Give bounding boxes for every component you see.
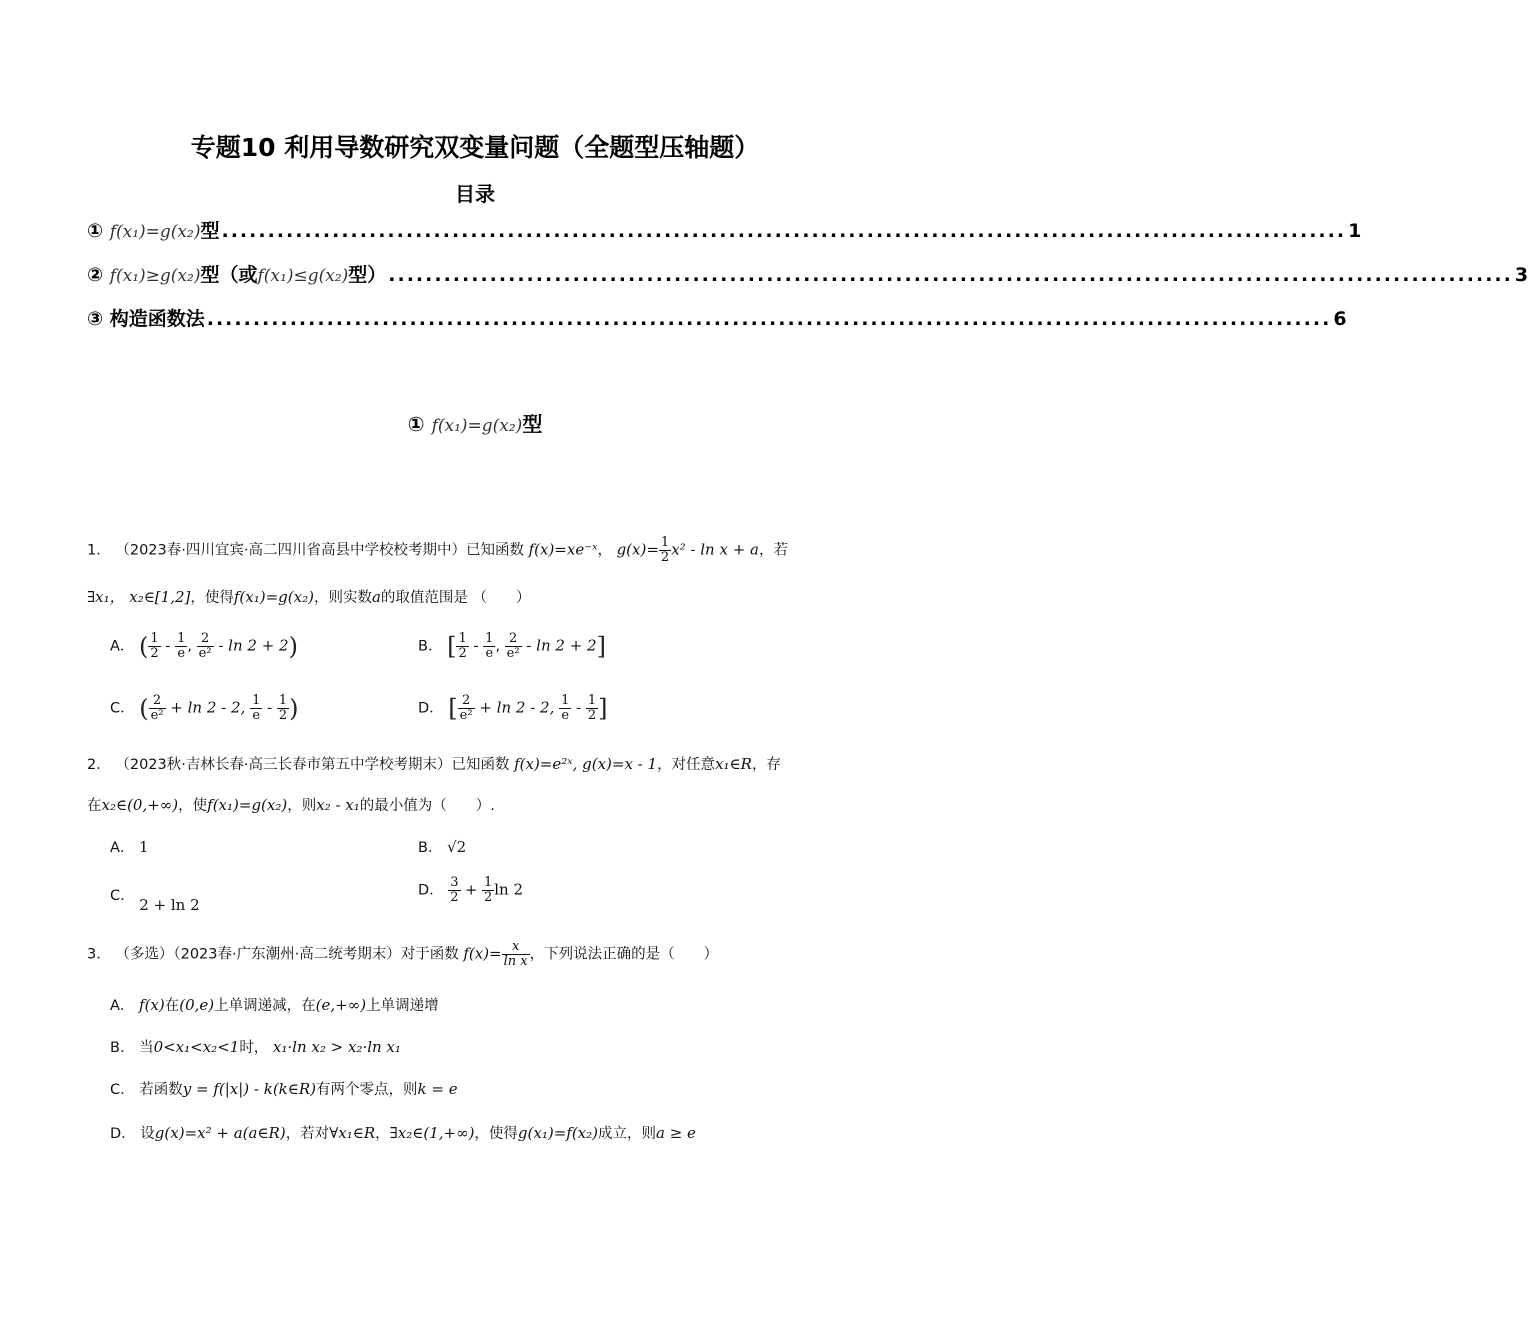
q2-option-b[interactable]: B． √2 bbox=[418, 838, 467, 856]
q2-option-c[interactable]: C． 2 + ln 2 bbox=[110, 888, 200, 914]
q3-option-b[interactable]: B． 当0<x₁<x₂<1时， x₁·ln x₂ > x₂·ln x₁ bbox=[110, 1038, 401, 1056]
toc-page-number: 1 bbox=[1348, 220, 1362, 242]
q1-option-c[interactable]: C． ( $\frac{2}{\text{e²}}$ + ln 2 - 2, $\frac{1}{e}$ - $\frac{1}{2}$ ) bbox=[110, 693, 299, 723]
question-number: 1． bbox=[87, 542, 111, 559]
toc-marker: ③ bbox=[87, 308, 104, 330]
q2-option-a[interactable]: A． 1 bbox=[110, 838, 149, 856]
toc-item-3[interactable] bbox=[87, 304, 1347, 336]
toc-leader: .......................................................................................................................... bbox=[221, 220, 1347, 242]
q1-option-b[interactable]: B． [ $\frac{1}{2}$ - $\frac{1}{e}$ , $\frac{2}{\text{e²}}$ - ln 2 + 2] bbox=[418, 631, 606, 661]
q3-option-a[interactable]: A． f(x)在(0,e)上单调递减，在(e,+∞)上单调递增 bbox=[110, 996, 439, 1014]
toc-marker: ② bbox=[87, 264, 104, 286]
toc-label: 型 bbox=[200, 220, 220, 242]
question-2-line-2: 在x₂∈(0,+∞)，使f(x₁)=g(x₂)，则x₂ - x₁的最小值为（ ）. bbox=[87, 796, 495, 814]
toc-leader: .......................................................................................................................... bbox=[206, 308, 1332, 330]
question-number: 3． bbox=[87, 946, 111, 963]
question-3-line-1: 3． （多选）（2023春·广东潮州·高二统考期末）对于函数 f(x)= $\frac{x}{\text{ln x}}$ ，下列说法正确的是（ ） bbox=[87, 939, 719, 969]
toc-page-number: 6 bbox=[1333, 308, 1347, 330]
toc-heading: 目录 bbox=[455, 182, 495, 206]
toc-marker: ① bbox=[87, 220, 104, 242]
toc-page-number: 3 bbox=[1514, 264, 1528, 286]
toc-item-2[interactable] bbox=[87, 260, 1528, 292]
section-heading: ① f(x₁)=g(x₂)型 bbox=[407, 412, 543, 436]
q1-option-a[interactable]: A． ( $\frac{1}{2}$ - $\frac{1}{e}$ , $\frac{2}{\text{e²}}$ - ln 2 + 2) bbox=[110, 631, 298, 661]
question-2-line-1: 2． （2023秋·吉林长春·高三长春市第五中学校考期末）已知函数 f(x)=e²ˣ, g(x)=x - 1，对任意x₁∈R，存 bbox=[87, 755, 781, 773]
q2-option-d[interactable]: D． $\frac{3}{2}$ + $\frac{1}{2}$ ln 2 bbox=[418, 875, 523, 905]
question-1-line-1: 1． （2023春·四川宜宾·高二四川省高县中学校校考期中）已知函数 f(x)=xe⁻ˣ， g(x)= $\frac{1}{2}$ x² - ln x + a，若 bbox=[87, 535, 788, 565]
page-title: 专题10 利用导数研究双变量问题（全题型压轴题） bbox=[190, 133, 760, 162]
toc-formula-alt: f(x₁)≤g(x₂) bbox=[257, 266, 349, 286]
toc-label-alt: 型） bbox=[348, 264, 387, 286]
q3-option-d[interactable]: D． 设g(x)=x² + a(a∈R)，若对∀x₁∈R，∃x₂∈(1,+∞)，使得g(x₁)=f(x₂)成立，则a ≥ e bbox=[110, 1124, 696, 1142]
toc-formula: f(x₁)=g(x₂) bbox=[109, 222, 201, 242]
toc-label: 构造函数法 bbox=[109, 308, 205, 330]
question-1-line-2: ∃x₁， x₂∈[1,2]，使得f(x₁)=g(x₂)，则实数a的取值范围是 （ ） bbox=[87, 588, 531, 606]
question-number: 2． bbox=[87, 757, 111, 773]
q1-option-d[interactable]: D． [ $\frac{2}{\text{e²}}$ + ln 2 - 2, $\frac{1}{e}$ - $\frac{1}{2}$ ] bbox=[418, 693, 608, 723]
toc-item-1[interactable] bbox=[87, 216, 1362, 248]
toc-formula: f(x₁)≥g(x₂) bbox=[109, 266, 201, 286]
q3-option-c[interactable]: C． 若函数y = f(|x|) - k(k∈R)有两个零点，则k = e bbox=[110, 1080, 458, 1098]
toc-leader: .......................................................................................................................... bbox=[388, 264, 1513, 286]
toc-label: 型（或 bbox=[200, 264, 258, 286]
